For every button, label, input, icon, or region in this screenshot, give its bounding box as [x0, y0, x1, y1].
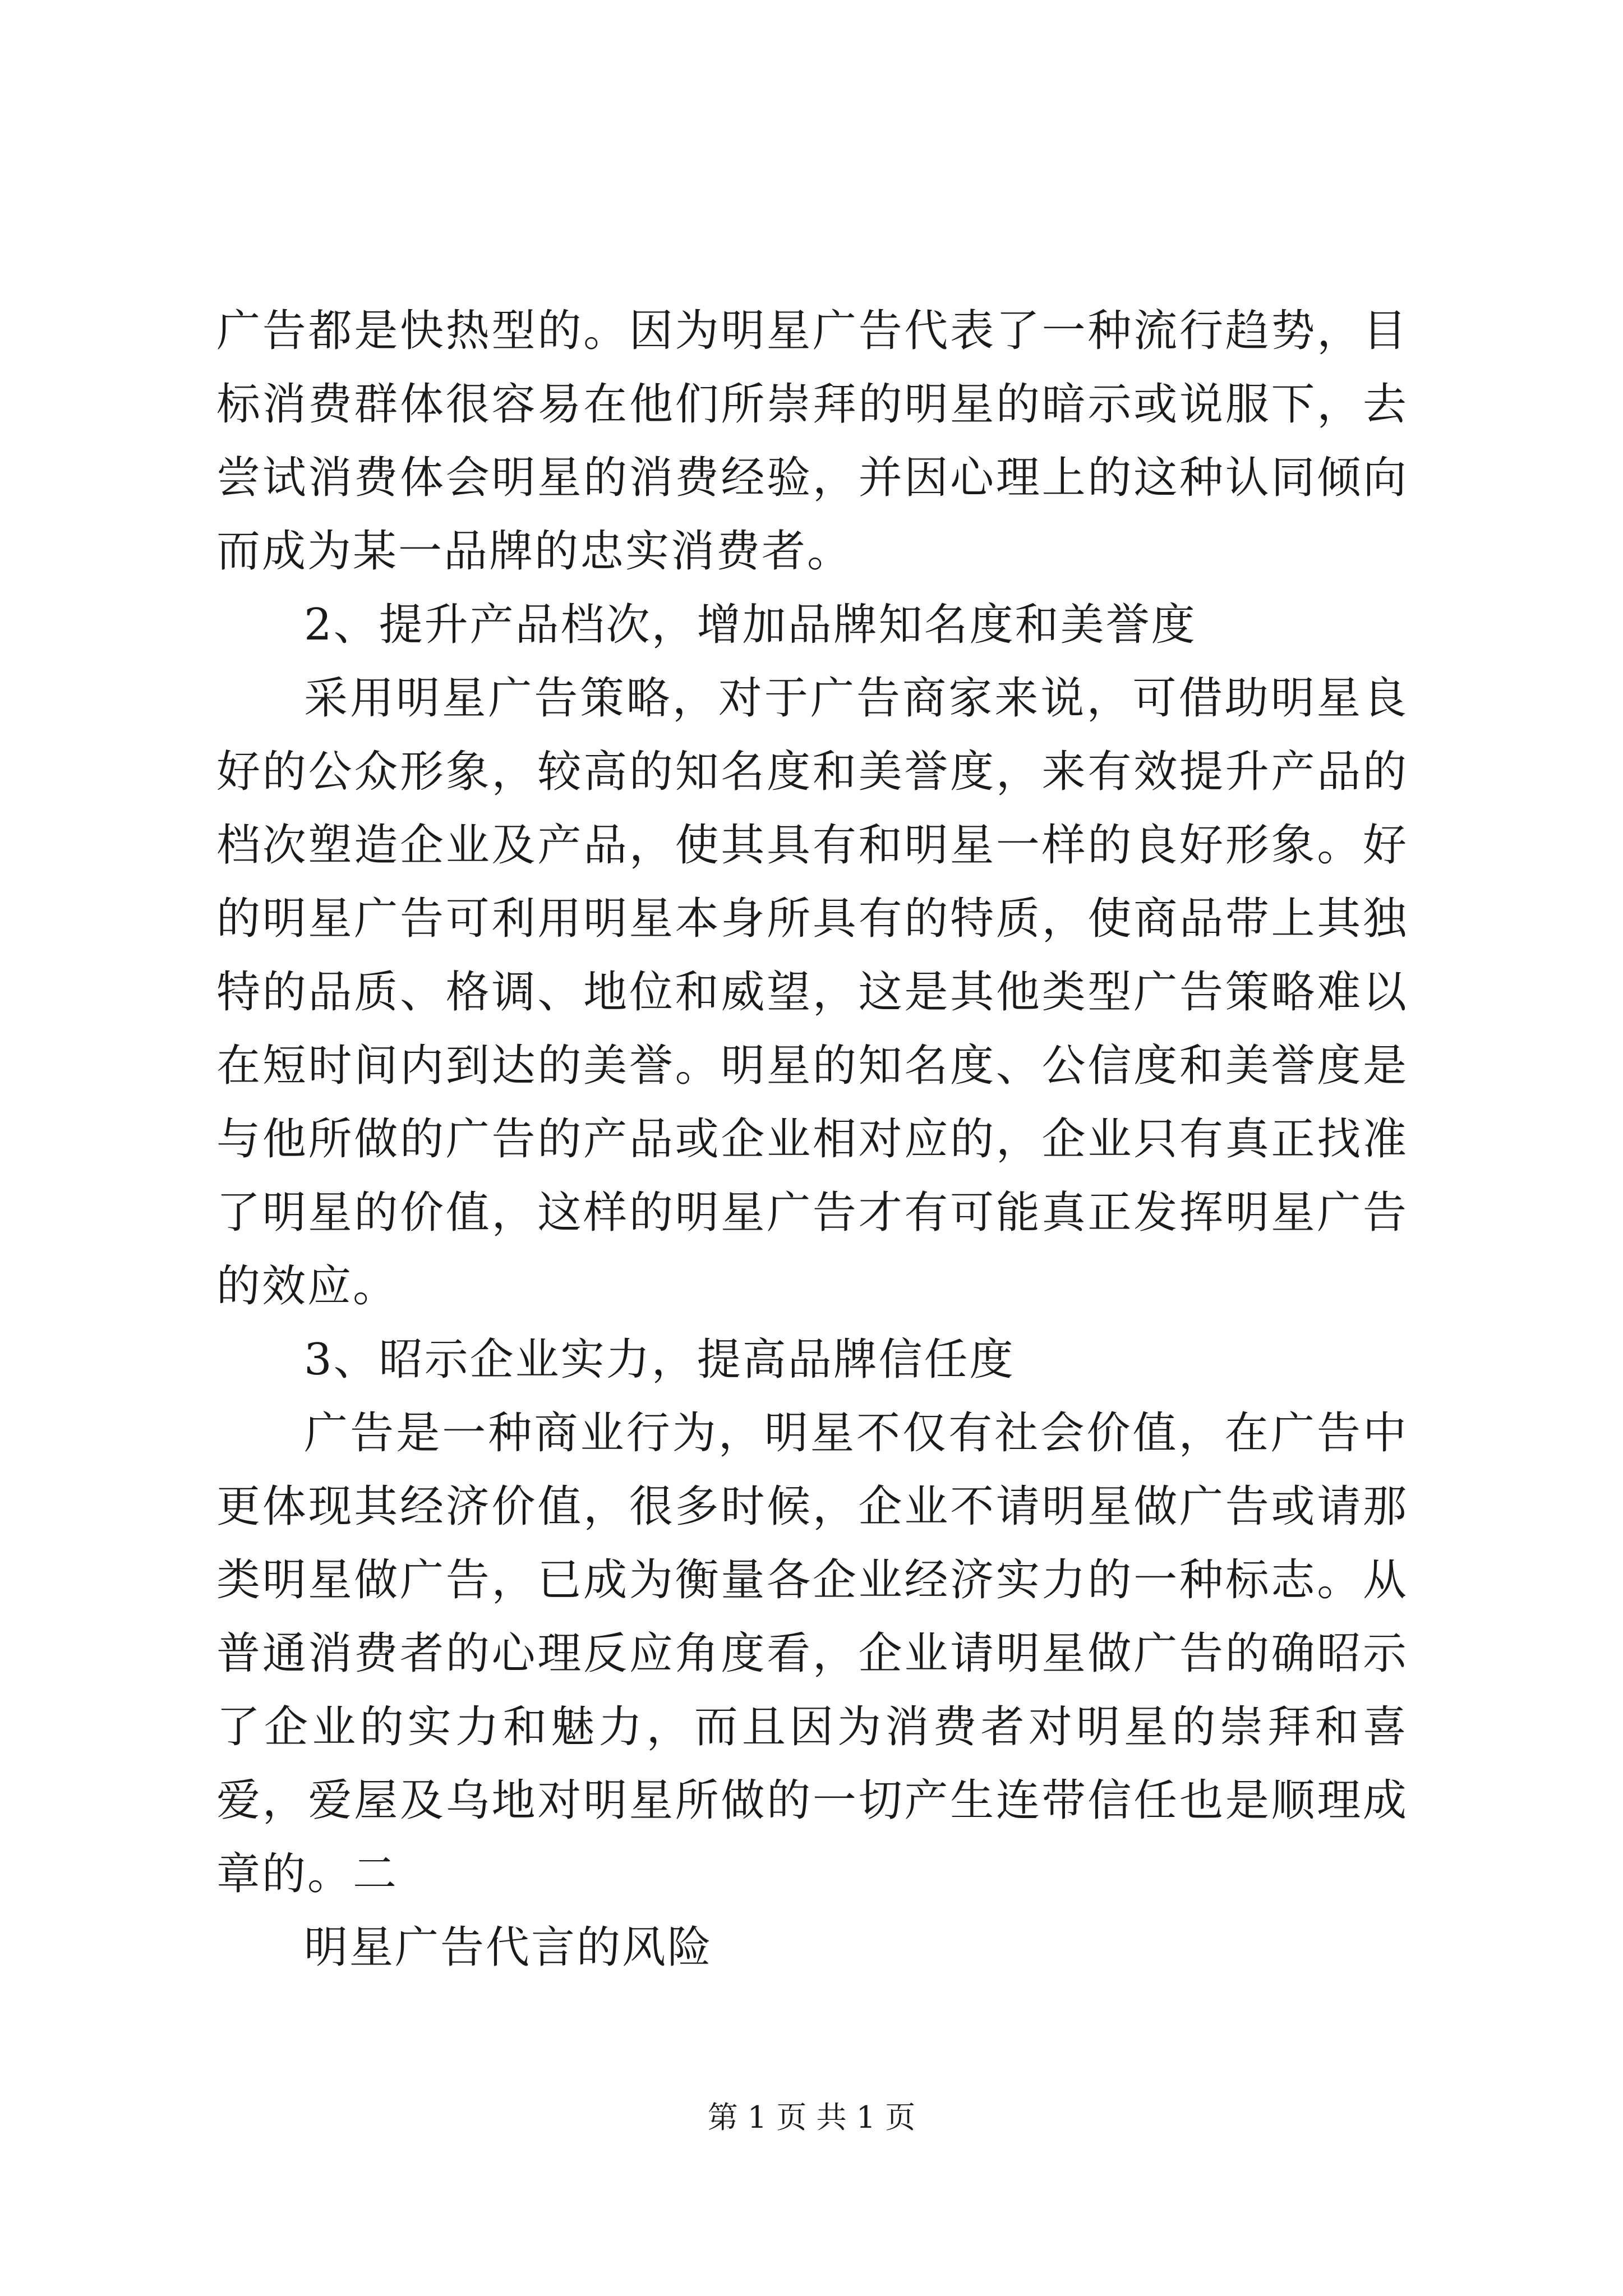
paragraph-section-3: 广告是一种商业行为，明星不仅有社会价值，在广告中更体现其经济价值，很多时候，企业不请明星做广告或请那类明星做广告，已成为衡量各企业经济实力的一种标志。从普通消费者的心理反应角度看，企业请明星做广告的确昭示了企业的实力和魅力，而且因为消费者对明星的崇拜和喜爱，爱屋及乌地对明星所做的一切产生连带信任也是顺理成章的。二	[216, 1408, 1408, 1899]
section-heading-risk: 明星广告代言的风险	[304, 1922, 713, 1973]
section-heading-3: 3、昭示企业实力，提高品牌信任度	[304, 1335, 1015, 1385]
page-footer	[0, 2098, 1623, 2137]
section-heading-2: 2、提升产品档次，增加品牌知名度和美誉度	[304, 600, 1197, 650]
paragraph-section-2: 采用明星广告策略，对于广告商家来说，可借助明星良好的公众形象，较高的知名度和美誉度，来有效提升产品的档次塑造企业及产品，使其具有和明星一样的良好形象。好的明星广告可利用明星本身所具有的特质，使商品带上其独特的品质、格调、地位和威望，这是其他类型广告策略难以在短时间内到达的美誉。明星的知名度、公信度和美誉度是与他所做的广告的产品或企业相对应的，企业只有真正找准了明星的价值，这样的明星广告才有可能真正发挥明星广告的效应。	[216, 673, 1408, 1312]
page-number-label: 第 1 页 共 1 页	[707, 2100, 916, 2135]
paragraph-continuation: 广告都是快热型的。因为明星广告代表了一种流行趋势，目标消费群体很容易在他们所崇拜的明星的暗示或说服下，去尝试消费体会明星的消费经验，并因心理上的这种认同倾向而成为某一品牌的忠实消费者。	[216, 306, 1408, 577]
document-body	[216, 295, 1408, 1985]
